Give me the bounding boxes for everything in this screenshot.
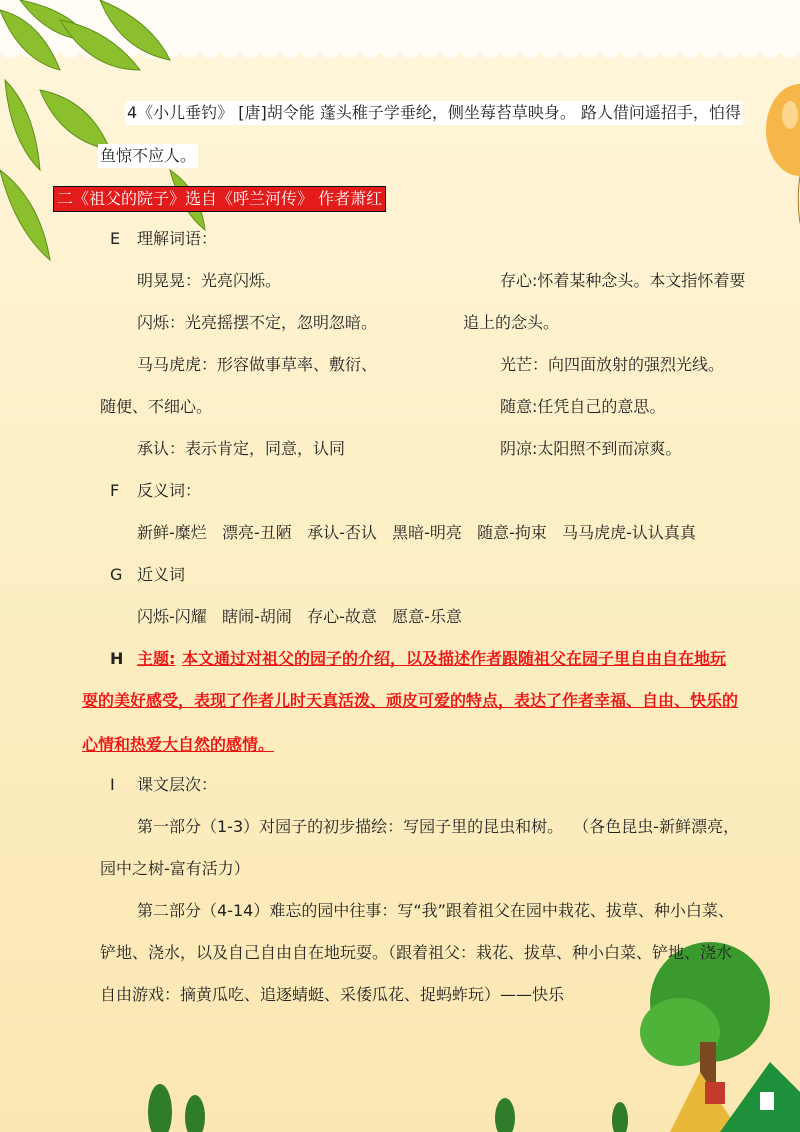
landscape-decoration [0,942,800,1132]
lace-scallop [379,36,401,58]
lace-scallop [599,36,621,58]
antonyms-marker: F [110,481,120,500]
lace-scallop [299,36,321,58]
vocab-left-2: 闪烁：光亮摇摆不定，忽明忽暗。 [137,313,378,332]
lace-scallop [319,36,341,58]
lace-scallop [279,36,301,58]
lace-scallop [359,36,381,58]
lace-scallop [339,36,361,58]
structure-part1-line1: 第一部分（1-3）对园子的初步描绘：写园子里的昆虫和树。 （各色昆虫-新鲜漂亮， [137,817,740,836]
structure-part2-line1: 第二部分（4-14）难忘的园中往事：写“我”跟着祖父在园中栽花、拔草、种小白菜、 [137,901,734,920]
vocab-right-1: 存心:怀着某种念头。本文指怀着要 [500,271,746,290]
vocab-right-4: 随意:任凭自己的意思。 [500,397,666,416]
lace-scallop [259,36,281,58]
lace-scallop [439,36,461,58]
theme-marker: H [110,649,124,668]
poem-line-1: 4《小儿垂钓》 [唐]胡令能 蓬头稚子学垂纶，侧坐莓苔草映身。 路人借问遥招手，怕得 [125,101,743,125]
synonyms-items: 闪烁-闪耀 瞎闹-胡闹 存心-故意 愿意-乐意 [137,607,462,626]
vocab-heading: 理解词语： [137,229,218,248]
antonyms-heading: 反义词： [137,481,202,500]
balloon-decoration [760,80,800,240]
vocab-right-2: 追上的念头。 [463,313,560,332]
lace-scallop [659,36,681,58]
structure-part2-line3: 自由游戏：摘黄瓜吃、追逐蜻蜓、采倭瓜花、捉蚂蚱玩）——快乐 [100,985,565,1004]
structure-marker: I [110,775,115,794]
lace-scallop [519,36,541,58]
theme-label: 主题: [137,649,176,668]
lace-scallop [739,36,761,58]
vocab-left-4: 随便、不细心。 [100,397,213,416]
lace-scallop [759,36,781,58]
section-2-title: 二《祖父的院子》选自《呼兰河传》 作者萧红 [53,186,386,212]
vocab-right-5: 阴凉:太阳照不到而凉爽。 [500,439,682,458]
theme-line-1: 本文通过对祖父的园子的介绍，以及描述作者跟随祖父在园子里自由自在地玩 [182,649,727,668]
antonyms-items: 新鲜-糜烂 漂亮-丑陋 承认-否认 黑暗-明亮 随意-拘束 马马虎虎-认认真真 [137,523,696,542]
lace-scallop [639,36,661,58]
lace-scallop [699,36,721,58]
lace-scallop [719,36,741,58]
lace-scallop [499,36,521,58]
structure-heading: 课文层次： [137,775,218,794]
lace-scallop [239,36,261,58]
vocab-marker: E [110,229,121,248]
lace-scallop [399,36,421,58]
lace-scallop [459,36,481,58]
vocab-left-3: 马马虎虎：形容做事草率、敷衍、 [137,355,378,374]
vocab-left-5: 承认：表示肯定，同意，认同 [137,439,346,458]
lace-scallop [419,36,441,58]
poem-line-2: 鱼惊不应人。 [98,144,198,168]
synonyms-marker: G [110,565,123,584]
theme-line-2: 耍的美好感受，表现了作者儿时天真活泼、顽皮可爱的特点，表达了作者幸福、自由、快乐的 [82,691,739,710]
lace-scallop [679,36,701,58]
vocab-left-1: 明晃晃：光亮闪烁。 [137,271,282,290]
theme-line-3: 心情和热爱大自然的感情。 [82,735,275,754]
lace-scallop [539,36,561,58]
synonyms-heading: 近义词 [137,565,186,584]
structure-part2-line2: 铲地、浇水，以及自己自由自在地玩耍。（跟着祖父：栽花、拔草、种小白菜、铲地、浇水 [100,943,733,962]
lace-scallop [619,36,641,58]
vocab-right-3: 光芒：向四面放射的强烈光线。 [500,355,725,374]
structure-part1-line2: 园中之树-富有活力） [100,859,250,878]
lace-scallop [559,36,581,58]
lace-scallop [479,36,501,58]
lace-scallop [579,36,601,58]
lace-scallop [779,36,800,58]
